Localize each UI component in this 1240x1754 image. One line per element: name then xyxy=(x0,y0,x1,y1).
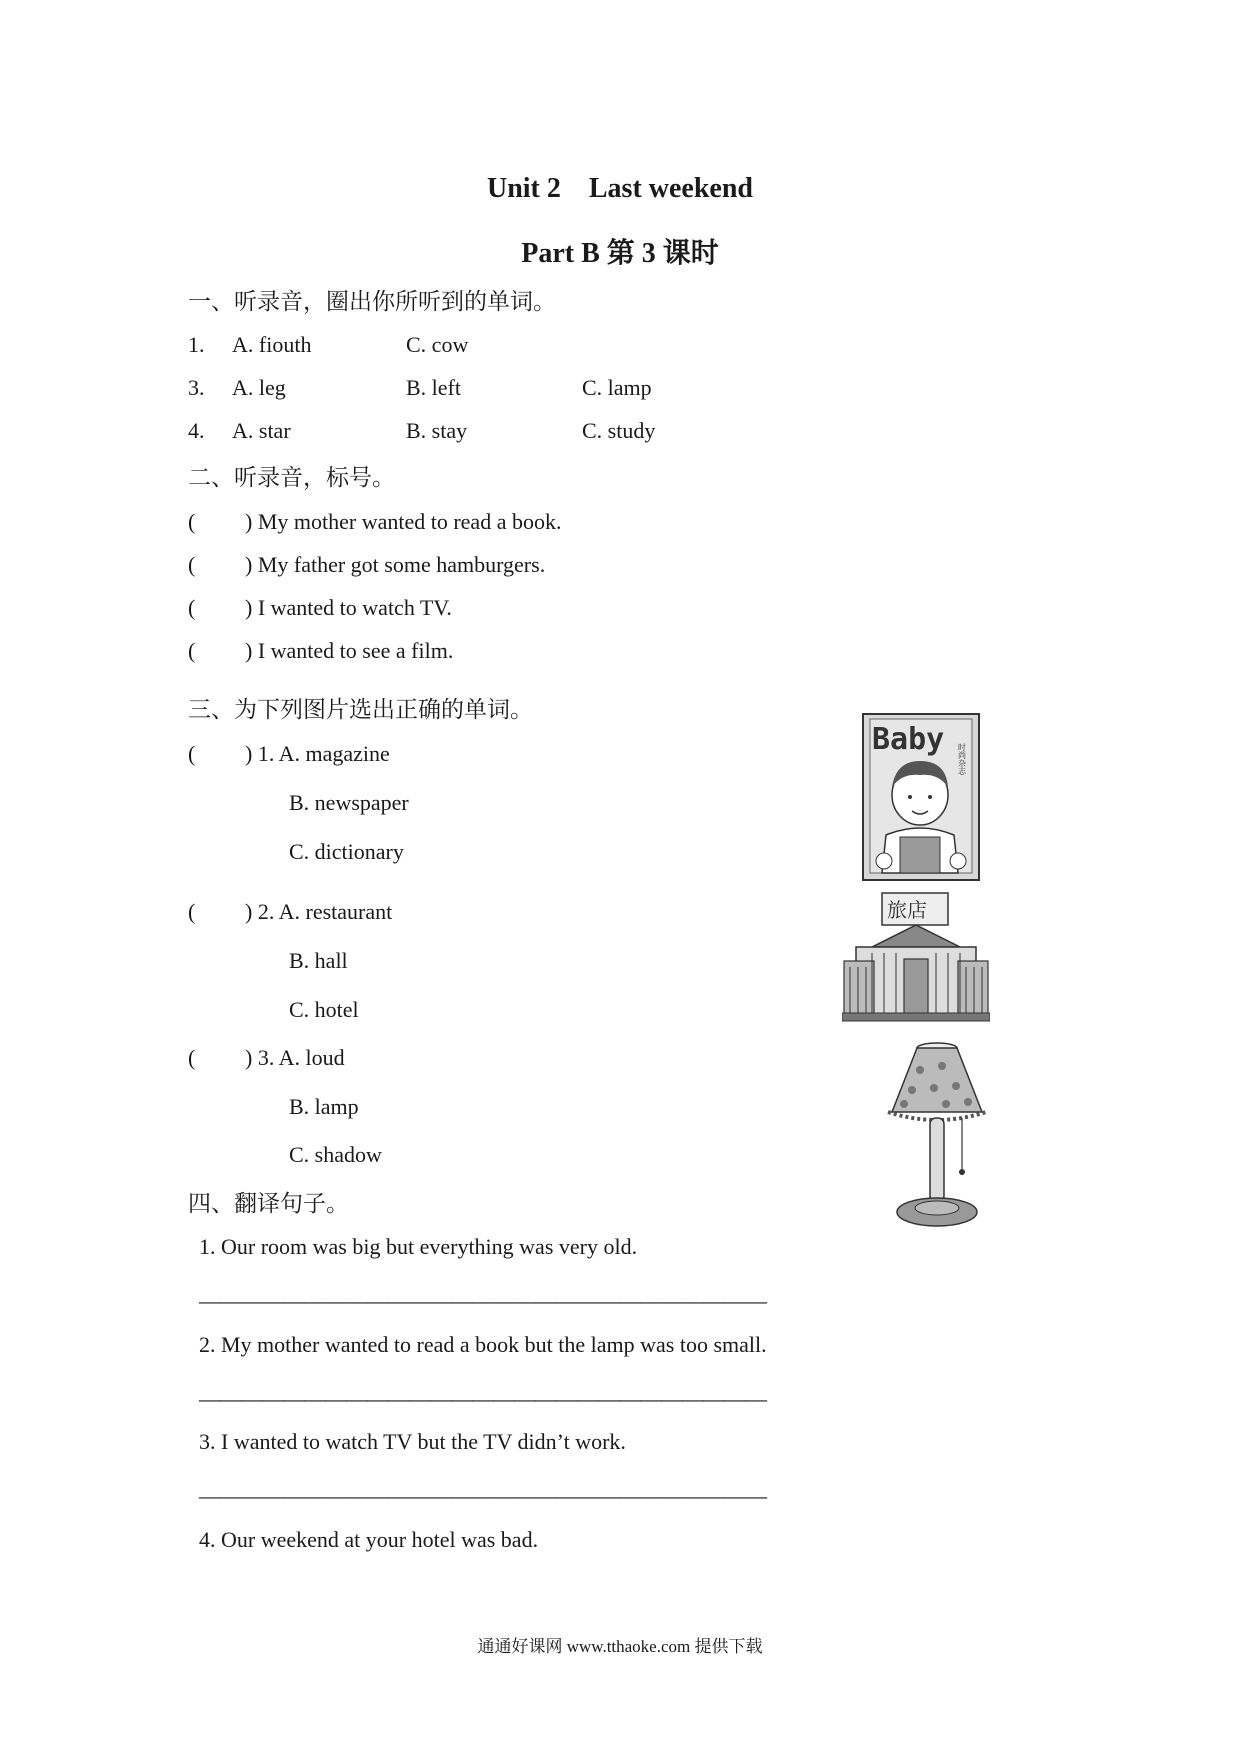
s1-item-num: 3. xyxy=(188,375,205,400)
section1-heading: 一、听录音，圈出你所听到的单词。 xyxy=(188,289,556,314)
s3-option-b: B. newspaper xyxy=(289,790,409,815)
lesson-title: Part B 第 3 课时 xyxy=(521,238,719,269)
s1-option-c[interactable]: C. study xyxy=(582,418,656,443)
s2-answer-paren[interactable]: ( xyxy=(188,638,196,663)
section3-heading: 三、为下列图片选出正确的单词。 xyxy=(188,697,533,722)
s2-answer-paren[interactable]: ( xyxy=(188,552,196,577)
section4-heading: 四、翻译句子。 xyxy=(188,1191,349,1216)
magazine-image xyxy=(862,713,980,881)
s1-item-num: 1. xyxy=(188,332,205,357)
hotel-sign-text: 旅店 xyxy=(887,898,927,922)
s2-sentence: ) My mother wanted to read a book. xyxy=(245,509,562,534)
hotel-image xyxy=(842,891,990,1023)
unit-title: Unit 2 Last weekend xyxy=(486,173,753,204)
s3-option-c: C. shadow xyxy=(289,1142,382,1167)
s2-answer-paren[interactable]: ( xyxy=(188,595,196,620)
footer-text: 通通好课网 www.tthaoke.com 提供下载 xyxy=(477,1637,763,1656)
magazine-side-text: 时尚杂志 xyxy=(957,743,967,775)
s1-option-c[interactable]: C. cow xyxy=(406,332,469,357)
s4-sentence: 4. Our weekend at your hotel was bad. xyxy=(199,1527,539,1552)
s2-sentence: ) My father got some hamburgers. xyxy=(245,552,546,577)
s4-sentence: 3. I wanted to watch TV but the TV didn’t work. xyxy=(199,1429,626,1454)
s4-answer-line[interactable]: ——————————————————————————— xyxy=(199,1483,766,1508)
lamp-image xyxy=(882,1040,992,1230)
s2-sentence: ) I wanted to see a film. xyxy=(245,638,454,663)
s1-item-num: 4. xyxy=(188,418,205,443)
s1-option-b[interactable]: B. left xyxy=(406,375,461,400)
s4-sentence: 2. My mother wanted to read a book but the lamp was too small. xyxy=(199,1332,767,1357)
s3-question-stem: ) 2. A. restaurant xyxy=(245,899,393,924)
s3-question-stem: ) 3. A. loud xyxy=(245,1045,345,1070)
s1-option-a[interactable]: A. fiouth xyxy=(232,332,312,357)
s3-answer-paren[interactable]: ( xyxy=(188,899,196,924)
magazine-cover-text: Baby xyxy=(872,722,945,757)
s4-sentence: 1. Our room was big but everything was very old. xyxy=(199,1234,638,1259)
s1-option-c[interactable]: C. lamp xyxy=(582,375,652,400)
s4-answer-line[interactable]: ——————————————————————————— xyxy=(199,1386,766,1411)
s2-sentence: ) I wanted to watch TV. xyxy=(245,595,452,620)
s2-answer-paren[interactable]: ( xyxy=(188,509,196,534)
section2-heading: 二、听录音，标号。 xyxy=(188,465,395,490)
s3-option-c: C. dictionary xyxy=(289,839,404,864)
s1-option-b[interactable]: B. stay xyxy=(406,418,468,443)
s3-answer-paren[interactable]: ( xyxy=(188,1045,196,1070)
s1-option-a[interactable]: A. star xyxy=(232,418,291,443)
s1-option-a[interactable]: A. leg xyxy=(232,375,286,400)
s4-answer-line[interactable]: ——————————————————————————— xyxy=(199,1288,766,1313)
s3-option-b: B. hall xyxy=(289,948,348,973)
s3-option-b: B. lamp xyxy=(289,1094,359,1119)
s3-answer-paren[interactable]: ( xyxy=(188,741,196,766)
s3-question-stem: ) 1. A. magazine xyxy=(245,741,390,766)
s3-option-c: C. hotel xyxy=(289,997,359,1022)
